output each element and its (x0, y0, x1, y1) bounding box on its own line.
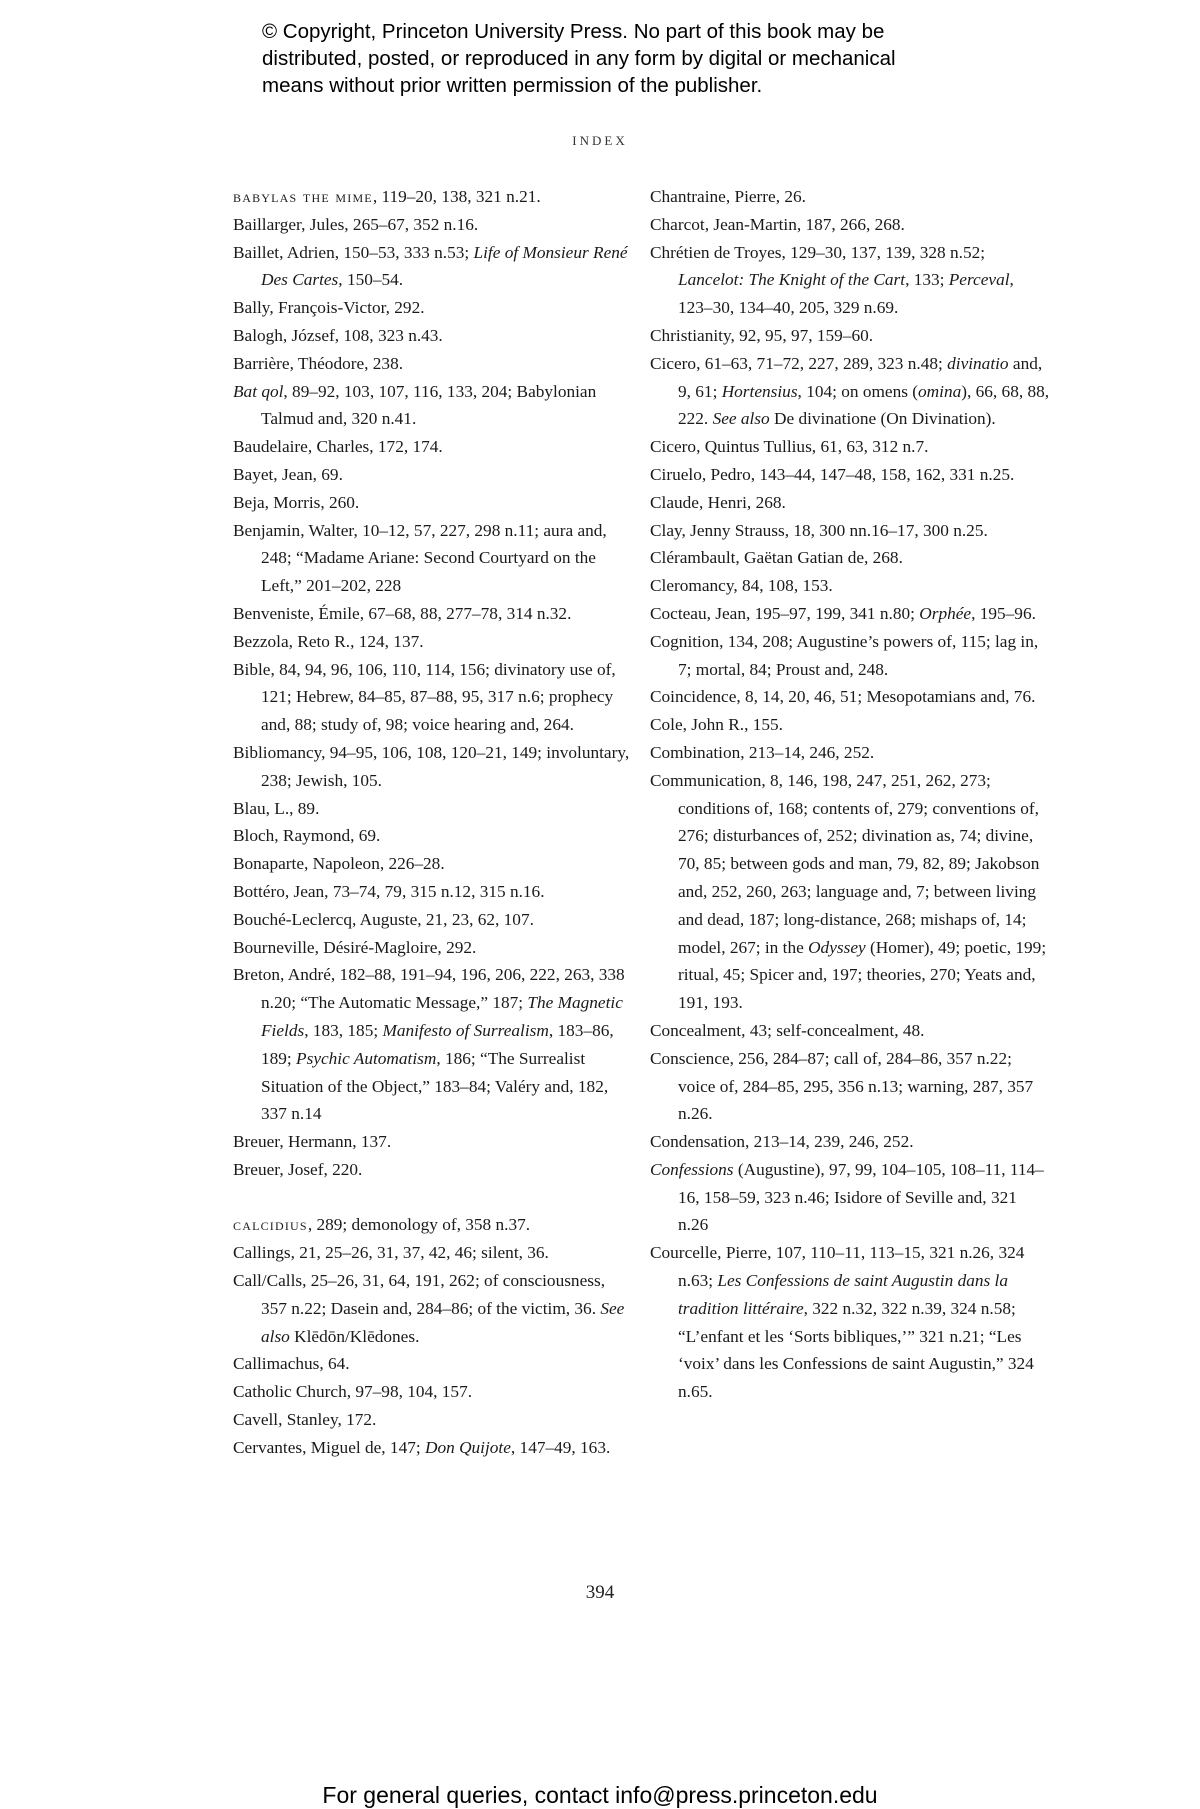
index-entry-text: Baudelaire, Charles, 172, 174. (233, 437, 443, 457)
index-entry-text: Clérambault, Gaëtan Gatian de, 268. (650, 548, 903, 568)
index-column-right (650, 183, 1050, 1406)
index-entry-italic: Perceval (948, 270, 1010, 290)
index-entry-italic: Psychic Automatism (296, 1048, 437, 1068)
index-entry (233, 183, 633, 211)
index-entry-text: Benveniste, Émile, 67–68, 88, 277–78, 314 n.32. (233, 603, 572, 623)
index-entry-text: Concealment, 43; self-concealment, 48. (650, 1020, 925, 1040)
index-entry (650, 711, 1050, 739)
index-entry-text: Breuer, Josef, 220. (233, 1159, 363, 1179)
index-entry-text: , 147–49, 163. (510, 1437, 611, 1457)
index-entry (650, 683, 1050, 711)
index-entry-italic: Confessions (650, 1159, 734, 1179)
index-entry-text: Christianity, 92, 95, 97, 159–60. (650, 325, 874, 345)
index-entry-text: De divinatione (On Divination). (769, 409, 996, 429)
index-entry-text: ), 66, 68, 88, 222. (678, 381, 1050, 429)
index-entry-text: Condensation, 213–14, 239, 246, 252. (650, 1132, 914, 1152)
index-entry (233, 600, 633, 628)
index-entry-text: Cleromancy, 84, 108, 153. (650, 576, 833, 596)
index-entry-italic: Manifesto of Surrealism (382, 1020, 549, 1040)
index-entry-text: Cicero, 61–63, 71–72, 227, 289, 323 n.48; (650, 353, 948, 373)
index-entry-text: , 183, 185; (304, 1020, 383, 1040)
index-entry (233, 906, 633, 934)
copyright-line: means without prior written permission of the publisher. (262, 74, 763, 97)
index-entry-text: Callimachus, 64. (233, 1354, 350, 1374)
index-entry (233, 1211, 633, 1239)
copyright-line: © Copyright, Princeton University Press. No part of this book may be (262, 20, 885, 43)
index-entry-text: Conscience, 256, 284–87; call of, 284–86, 357 n.22; voice of, 284–85, 295, 356 n.13; warning, 287, 357 n.26. (650, 1048, 1034, 1124)
index-entry-text: Bourneville, Désiré-Magloire, 292. (233, 937, 477, 957)
running-head: INDEX (572, 133, 628, 148)
index-entry-text: , 104; on omens ( (797, 381, 919, 401)
index-entry (650, 461, 1050, 489)
index-entry-italic: Hortensius (721, 381, 798, 401)
index-entry-text: Chantraine, Pierre, 26. (650, 187, 806, 206)
index-entry-text: Combination, 213–14, 246, 252. (650, 742, 875, 762)
copyright-notice (262, 18, 982, 99)
index-entry-text: Bibliomancy, 94–95, 106, 108, 120–21, 149; involuntary, 238; Jewish, 105. (233, 742, 630, 790)
index-entry-italic: Lancelot: The Knight of the Cart (678, 270, 906, 290)
index-entry-italic: Orphée (919, 603, 972, 623)
index-entry (233, 1350, 633, 1378)
index-entry-text: Call/Calls, 25–26, 31, 64, 191, 262; of consciousness, 357 n.22; Dasein and, 284–86; of the victim, 36. (233, 1271, 606, 1318)
index-entry (650, 211, 1050, 239)
index-entry-text: , 289; demonology of, 358 n.37. (307, 1215, 531, 1235)
index-entry-text: , 322 n.32, 322 n.39, 324 n.58; “L’enfant et les ‘Sorts bibliques,’” 321 n.21; “Les ‘voix’ dans les Confessions de saint Augustin,” 324 n.65. (678, 1298, 1034, 1402)
index-entry-text: Catholic Church, 97–98, 104, 157. (233, 1382, 473, 1402)
index-entry-text: Cicero, Quintus Tullius, 61, 63, 312 n.7. (650, 437, 929, 457)
index-entry-text: Coincidence, 8, 14, 20, 46, 51; Mesopotamians and, 76. (650, 687, 1036, 707)
index-entry (233, 628, 633, 656)
index-entry-text: Breuer, Hermann, 137. (233, 1132, 392, 1152)
index-entry (233, 517, 633, 600)
index-entry-italic: See also (712, 409, 770, 429)
index-entry (233, 795, 633, 823)
index-entry-text: Ciruelo, Pedro, 143–44, 147–48, 158, 162, 331 n.25. (650, 464, 1015, 484)
index-entry (233, 1239, 633, 1267)
index-entry (650, 350, 1050, 433)
index-entry (650, 600, 1050, 628)
index-entry (233, 489, 633, 517)
index-entry-text: Chrétien de Troyes, 129–30, 137, 139, 328 n.52; (650, 242, 986, 262)
index-entry (233, 1378, 633, 1406)
index-entry (233, 878, 633, 906)
index-entry (233, 433, 633, 461)
index-entry-text: Callings, 21, 25–26, 31, 37, 42, 46; silent, 36. (233, 1243, 549, 1263)
index-column-left (233, 183, 633, 1462)
index-entry-text: and, 9, 61; (678, 353, 1043, 401)
index-entry (650, 1239, 1050, 1406)
index-entry-italic: Odyssey (808, 937, 866, 957)
copyright-line: distributed, posted, or reproduced in any form by digital or mechanical (262, 47, 896, 70)
index-entry (650, 183, 1050, 211)
index-entry (650, 433, 1050, 461)
index-entry-text: Courcelle, Pierre, 107, 110–11, 113–15, 321 n.26, 324 n.63; (650, 1243, 1025, 1291)
index-entry (233, 1406, 633, 1434)
index-entry-italic: Bat qol (233, 381, 284, 401)
index-entry (233, 739, 633, 795)
index-entry-text: Bible, 84, 94, 96, 106, 110, 114, 156; divinatory use of, 121; Hebrew, 84–85, 87–88, 95, 317 n.6; prophecy and, 88; study of, 98; voice hearing and, 264. (233, 659, 616, 735)
index-entry-text: , 183–86, 189; (261, 1020, 614, 1068)
index-entry (650, 544, 1050, 572)
index-entry (650, 1128, 1050, 1156)
index-entry (650, 628, 1050, 684)
index-entry-text: , 150–54. (338, 270, 404, 290)
index-entry-text: , 123–30, 134–40, 205, 329 n.69. (678, 270, 1014, 318)
index-entry (650, 739, 1050, 767)
index-entry (650, 1017, 1050, 1045)
index-entry (233, 961, 633, 1128)
index-entry (650, 767, 1050, 1017)
index-entry-text: Charcot, Jean-Martin, 187, 266, 268. (650, 214, 905, 234)
index-entry-italic: Les Confessions de saint Augustin dans la tradition littéraire (678, 1271, 1008, 1318)
index-entry-italic: divinatio (947, 353, 1009, 373)
index-entry-text: Balogh, József, 108, 323 n.43. (233, 325, 443, 345)
index-entry (233, 294, 633, 322)
index-entry-text: , 119–20, 138, 321 n.21. (372, 187, 541, 206)
index-entry (233, 1267, 633, 1350)
index-entry-text: Cocteau, Jean, 195–97, 199, 341 n.80; (650, 603, 920, 623)
index-entry (650, 1156, 1050, 1239)
index-entry-text: (Homer), 49; poetic, 199; ritual, 45; Spicer and, 197; theories, 270; Yeats and, 191, 193. (678, 937, 1047, 1013)
index-section-headword: calcidius (233, 1215, 308, 1235)
index-entry-text: Breton, André, 182–88, 191–94, 196, 206, 222, 263, 338 n.20; “The Automatic Message,” 187; (233, 965, 625, 1013)
index-entry-text: Bouché-Leclercq, Auguste, 21, 23, 62, 107. (233, 909, 534, 929)
index-entry-text: Barrière, Théodore, 238. (233, 353, 404, 373)
index-entry (650, 489, 1050, 517)
index-entry-text: Bayet, Jean, 69. (233, 464, 343, 484)
index-entry-text: Bottéro, Jean, 73–74, 79, 315 n.12, 315 n.16. (233, 881, 545, 901)
index-entry (650, 322, 1050, 350)
index-entry-text: Benjamin, Walter, 10–12, 57, 227, 298 n.11; aura and, 248; “Madame Ariane: Second Courtyard on the Left,” 201–202, 228 (233, 520, 607, 596)
index-entry (233, 822, 633, 850)
index-entry (650, 239, 1050, 322)
index-entry (233, 350, 633, 378)
index-entry-italic: Don Quijote (424, 1437, 511, 1457)
index-entry-text: Claude, Henri, 268. (650, 492, 786, 512)
index-entry (233, 239, 633, 295)
index-entry-text: Cervantes, Miguel de, 147; (233, 1437, 425, 1457)
index-entry-text: Bloch, Raymond, 69. (233, 826, 381, 846)
index-entry (233, 656, 633, 739)
index-entry (650, 572, 1050, 600)
index-entry-text: Blau, L., 89. (233, 798, 320, 818)
index-entry (233, 1128, 633, 1156)
index-entry-text: Bezzola, Reto R., 124, 137. (233, 631, 424, 651)
index-entry (233, 461, 633, 489)
index-entry-text: , 195–96. (971, 603, 1036, 623)
index-entry-italic: The Magnetic Fields (261, 993, 623, 1040)
index-entry (650, 517, 1050, 545)
index-entry-text: Baillet, Adrien, 150–53, 333 n.53; (233, 242, 474, 262)
index-entry (233, 850, 633, 878)
index-entry-text: Cognition, 134, 208; Augustine’s powers of, 115; lag in, 7; mortal, 84; Proust and, 248. (650, 631, 1039, 679)
index-entry-text: , 89–92, 103, 107, 116, 133, 204; Babylonian Talmud and, 320 n.41. (261, 381, 597, 429)
index-entry (233, 211, 633, 239)
index-entry-text: (Augustine), 97, 99, 104–105, 108–11, 114–16, 158–59, 323 n.46; Isidore of Seville and, 321 n.26 (678, 1159, 1044, 1235)
index-entry (650, 1045, 1050, 1128)
index-entry (233, 378, 633, 434)
index-entry (233, 322, 633, 350)
index-entry-italic: Life of Monsieur René Des Cartes (261, 242, 628, 290)
index-entry-text: Klēdōn/Klēdones. (289, 1326, 420, 1346)
page-number: 394 (585, 1582, 615, 1603)
index-entry-text: Bally, François-Victor, 292. (233, 298, 425, 318)
index-entry (233, 1156, 633, 1184)
index-entry-text: , 133; (905, 270, 949, 290)
index-entry-text: , 186; “The Surrealist Situation of the Object,” 183–84; Valéry and, 182, 337 n.14 (261, 1048, 609, 1124)
index-section-headword: babylas the mime (233, 187, 373, 206)
contact-footer: For general queries, contact info@press.princeton.edu (322, 1782, 878, 1808)
index-entry-text: Beja, Morris, 260. (233, 492, 360, 512)
index-entry (233, 934, 633, 962)
index-entry-text: Communication, 8, 146, 198, 247, 251, 262, 273; conditions of, 168; contents of, 279; conventions of, 276; disturbances of, 252; divination as, 74; divine, 70, 85; between gods and man, 79, 82, 89; Jakobson and, 252, 260, 263; language and, 7; between living and dead, 187; long-distance, 268; mishaps of, 14; model, 267; in the (650, 770, 1040, 957)
index-entry (233, 1434, 633, 1462)
index-entry-text: Clay, Jenny Strauss, 18, 300 nn.16–17, 300 n.25. (650, 520, 988, 540)
index-entry-text: Cavell, Stanley, 172. (233, 1410, 377, 1430)
index-entry-text: Baillarger, Jules, 265–67, 352 n.16. (233, 214, 479, 234)
index-entry-italic: omina (918, 381, 962, 401)
index-entry-text: Cole, John R., 155. (650, 715, 783, 735)
index-entry-italic: See also (261, 1298, 625, 1346)
index-entry-text: Bonaparte, Napoleon, 226–28. (233, 854, 445, 874)
